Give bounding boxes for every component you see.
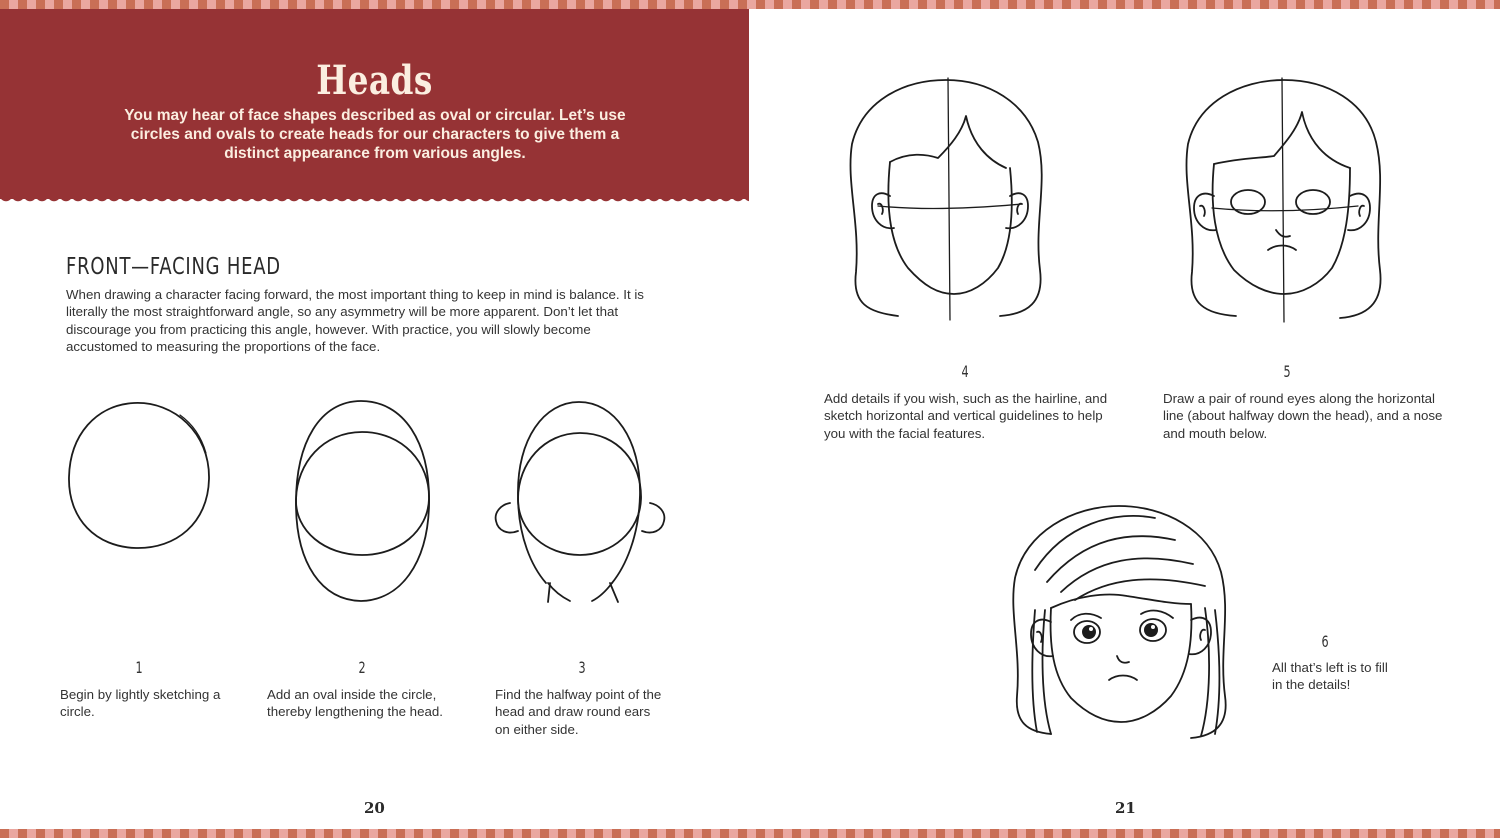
step-3-number: 3 [578, 658, 586, 677]
step-2-number: 2 [358, 658, 366, 677]
step-3-caption: Find the halfway point of the head and draw round ears on either side. [495, 687, 662, 737]
step-6-number: 6 [1321, 632, 1329, 651]
step-4-drawing-guidelines [838, 72, 1058, 322]
step-2-drawing-oval [285, 395, 440, 610]
intro-text: You may hear of face shapes described as oval or circular. Let’s use circles and ovals to create heads for our characters to give them a distinct appearance from various angles. [124, 107, 626, 162]
top-border-stripe [0, 0, 1500, 9]
step-2-caption: Add an oval inside the circle, thereby lengthening the head. [267, 687, 443, 720]
section-title: FRONT—FACING HEAD [66, 254, 281, 280]
step-5-drawing-eyes-nose-mouth [1170, 72, 1400, 327]
page-number-left: 20 [364, 799, 385, 817]
title-banner [0, 9, 749, 199]
bottom-border-stripe [0, 829, 1500, 838]
section-body-text: When drawing a character facing forward, the most important thing to keep in mind is balance. It is literally the most straightforward angle, so any asymmetry will be more apparent. Don’t let that discourage you from practicing this angle, however. With practice, you will slowly become accustomed to measuring the proportions of the face. [66, 287, 644, 354]
page-title: Heads [316, 57, 433, 104]
step-3-drawing-ears [490, 395, 675, 610]
step-6-drawing-finished-head [1005, 500, 1245, 750]
step-4-number: 4 [961, 362, 969, 381]
page-number-right: 21 [1115, 799, 1136, 817]
step-5-number: 5 [1283, 362, 1291, 381]
step-1-caption: Begin by lightly sketching a circle. [60, 687, 221, 720]
banner-scalloped-edge [0, 195, 749, 209]
step-5-caption: Draw a pair of round eyes along the horizontal line (about halfway down the head), and a nose and mouth below. [1163, 391, 1443, 441]
step-1-number: 1 [135, 658, 143, 677]
step-6-caption: All that’s left is to fill in the details! [1272, 660, 1388, 693]
step-4-caption: Add details if you wish, such as the hairline, and sketch horizontal and vertical guidelines to help you with the facial features. [824, 391, 1108, 441]
step-1-drawing-circle [62, 395, 217, 555]
